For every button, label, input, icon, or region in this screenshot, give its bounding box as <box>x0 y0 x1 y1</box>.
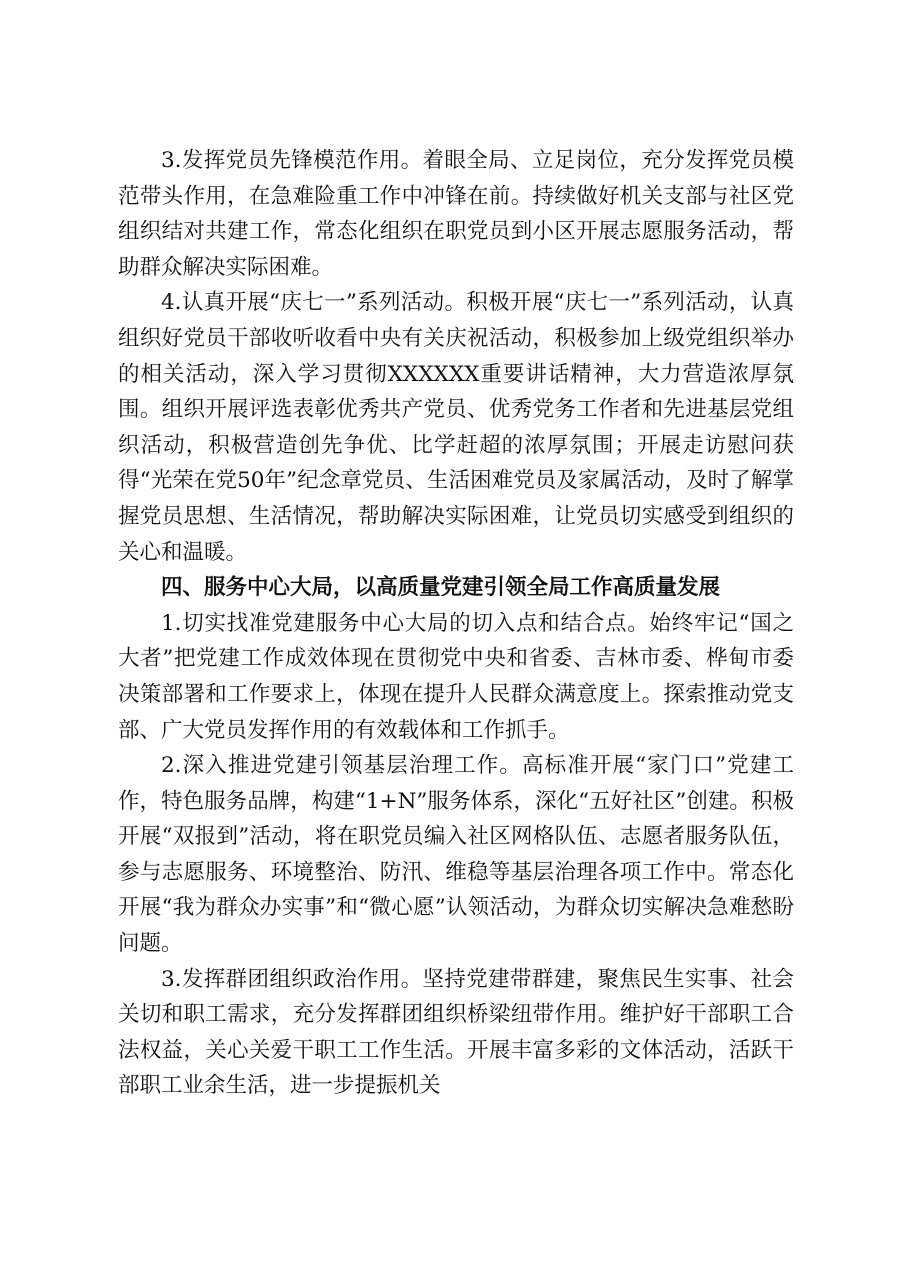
paragraph-july-first-activities: 4.认真开展“庆七一”系列活动。积极开展“庆七一”系列活动，认真组织好党员干部收听收看中央有关庆祝活动，积极参加上级党组织举办的相关活动，深入学习贯彻XXXXXX重要讲话精神，大力营造浓厚氛围。组织开展评选表彰优秀共产党员、优秀党务工作者和先进基层党组织活动，积极营造创先争优、比学赶超的浓厚氛围；开展走访慰问获得“光荣在党50年”纪念章党员、生活困难党员及家属活动，及时了解掌握党员思想、生活情况，帮助解决实际困难，让党员切实感受到组织的关心和温暖。 <box>118 290 794 565</box>
paragraph-mass-organizations: 3.发挥群团组织政治作用。坚持党建带群建，聚焦民生实事、社会关切和职工需求，充分发挥群团组织桥梁纽带作用。维护好干部职工合法权益，关心关爱干职工工作生活。开展丰富多彩的文体活动，活跃干部职工业余生活，进一步提振机关 <box>118 966 794 1099</box>
paragraph-service-center: 1.切实找准党建服务中心大局的切入点和结合点。始终牢记“国之大者”把党建工作成效体现在贯彻党中央和省委、吉林市委、桦甸市委决策部署和工作要求上，体现在提升人民群众满意度上。探索推动党支部、广大党员发挥作用的有效载体和工作抓手。 <box>118 610 794 743</box>
paragraph-grassroots-governance: 2.深入推进党建引领基层治理工作。高标准开展“家门口”党建工作，特色服务品牌，构建“1+N”服务体系，深化“五好社区”创建。积极开展“双报到”活动，将在职党员编入社区网格队伍、志愿者服务队伍，参与志愿服务、环境整治、防汛、维稳等基层治理各项工作中。常态化开展“我为群众办实事”和“微心愿”认领活动，为群众切实解决急难愁盼问题。 <box>118 753 794 957</box>
section-heading-four: 四、服务中心大局，以高质量党建引领全局工作高质量发展 <box>161 575 721 601</box>
document-page <box>118 143 794 1104</box>
paragraph-vanguard-role: 3.发挥党员先锋模范作用。着眼全局、立足岗位，充分发挥党员模范带头作用，在急难险重工作中冲锋在前。持续做好机关支部与社区党组织结对共建工作，常态化组织在职党员到小区开展志愿服务活动，帮助群众解决实际困难。 <box>118 148 794 280</box>
